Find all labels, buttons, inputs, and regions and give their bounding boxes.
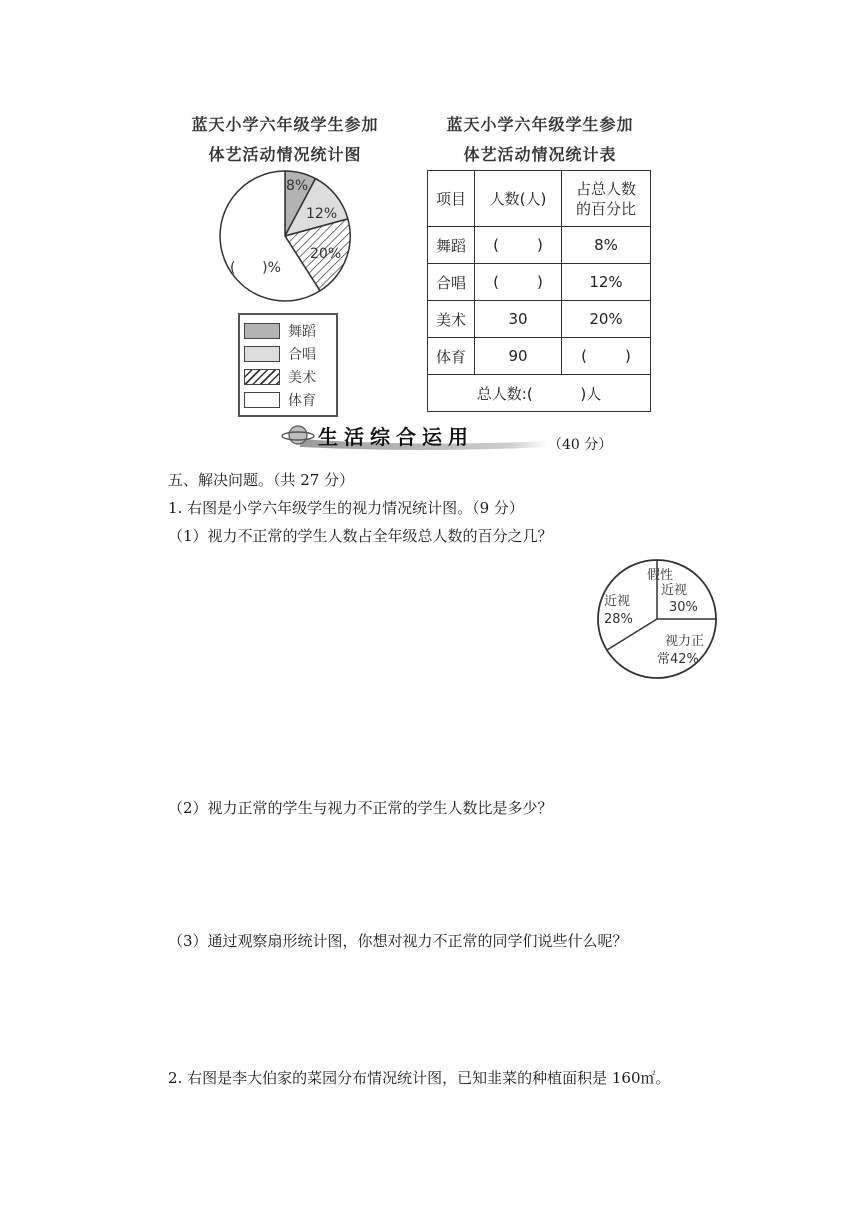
vision-value-myopia: 28% [604,612,633,627]
table-cell-percent: ( ) [562,338,651,375]
table-row [428,301,651,338]
legend-item-art [244,365,332,388]
pie-chart-title-line1: 蓝天小学六年级学生参加 [191,115,379,134]
pie-label-dance: 8% [286,178,309,194]
legend-label-art: 美术 [288,369,316,386]
vision-pie-chart [595,557,719,681]
pie-chart-title-line2: 体艺活动情况统计图 [208,145,362,164]
table-cell-count: 90 [475,338,562,375]
table-cell-item: 合唱 [428,264,475,301]
vision-value-pseudo: 30% [669,600,698,615]
table-title-line2: 体艺活动情况统计表 [463,145,617,164]
legend-item-sports [244,388,332,411]
legend-item-dance [244,319,332,342]
question-1-part-1: （1）视力不正常的学生人数占全年级总人数的百分之几？ [168,527,553,545]
table-header-row [428,171,651,227]
legend-label-chorus: 合唱 [288,346,316,363]
table-cell-percent: 20% [562,301,651,338]
pie-label-art: 20% [310,246,342,262]
table-cell-percent: 8% [562,227,651,264]
pie-legend [238,313,338,417]
legend-label-sports: 体育 [288,392,316,409]
vision-label-myopia: 近视 [604,594,631,609]
pie-label-sports: ( )% [230,260,281,276]
table-cell-count: ( ) [475,264,562,301]
legend-swatch-dance [244,323,280,339]
table-header-item: 项目 [428,171,475,227]
table-header-percent-text: 占总人数的百分比 [575,179,636,218]
pie-chart-title [170,110,400,170]
legend-swatch-chorus [244,346,280,362]
question-1: 1. 右图是小学六年级学生的视力情况统计图。（9 分） [168,499,524,517]
table-cell-count: ( ) [475,227,562,264]
table-cell-percent: 12% [562,264,651,301]
vision-label-normal-line1: 视力正 [665,634,705,649]
problems-heading: 五、解决问题。（共 27 分） [168,471,355,489]
table-row [428,227,651,264]
pie-label-chorus: 12% [306,206,338,222]
section-banner-title: 生活综合运用 [318,425,474,449]
table-row [428,338,651,375]
activity-table [427,170,651,412]
question-1-part-3: （3）通过观察扇形统计图，你想对视力不正常的同学们说些什么呢？ [168,932,628,950]
legend-swatch-sports [244,392,280,408]
table-total-row [428,375,651,412]
legend-label-dance: 舞蹈 [288,323,316,340]
question-2: 2. 右图是李大伯家的菜园分布情况统计图，已知韭菜的种植面积是 160㎡。 [168,1069,671,1087]
question-1-part-2: （2）视力正常的学生与视力不正常的学生人数比是多少？ [168,799,553,817]
table-header-percent [562,171,651,227]
section-score: （40 分） [548,437,613,453]
table-row [428,264,651,301]
activity-pie-chart [212,166,382,316]
table-cell-count: 30 [475,301,562,338]
legend-swatch-art [244,369,280,385]
table-header-count: 人数(人) [475,171,562,227]
table-cell-item: 美术 [428,301,475,338]
table-title [420,110,660,170]
table-cell-item: 体育 [428,338,475,375]
vision-label-normal-line2: 常42% [657,652,699,667]
table-total: 总人数:( )人 [428,375,651,412]
table-title-line1: 蓝天小学六年级学生参加 [446,115,634,134]
legend-item-chorus [244,342,332,365]
table-cell-item: 舞蹈 [428,227,475,264]
vision-label-pseudo-line1: 假性 [647,568,674,583]
vision-label-pseudo-line2: 近视 [661,583,688,598]
